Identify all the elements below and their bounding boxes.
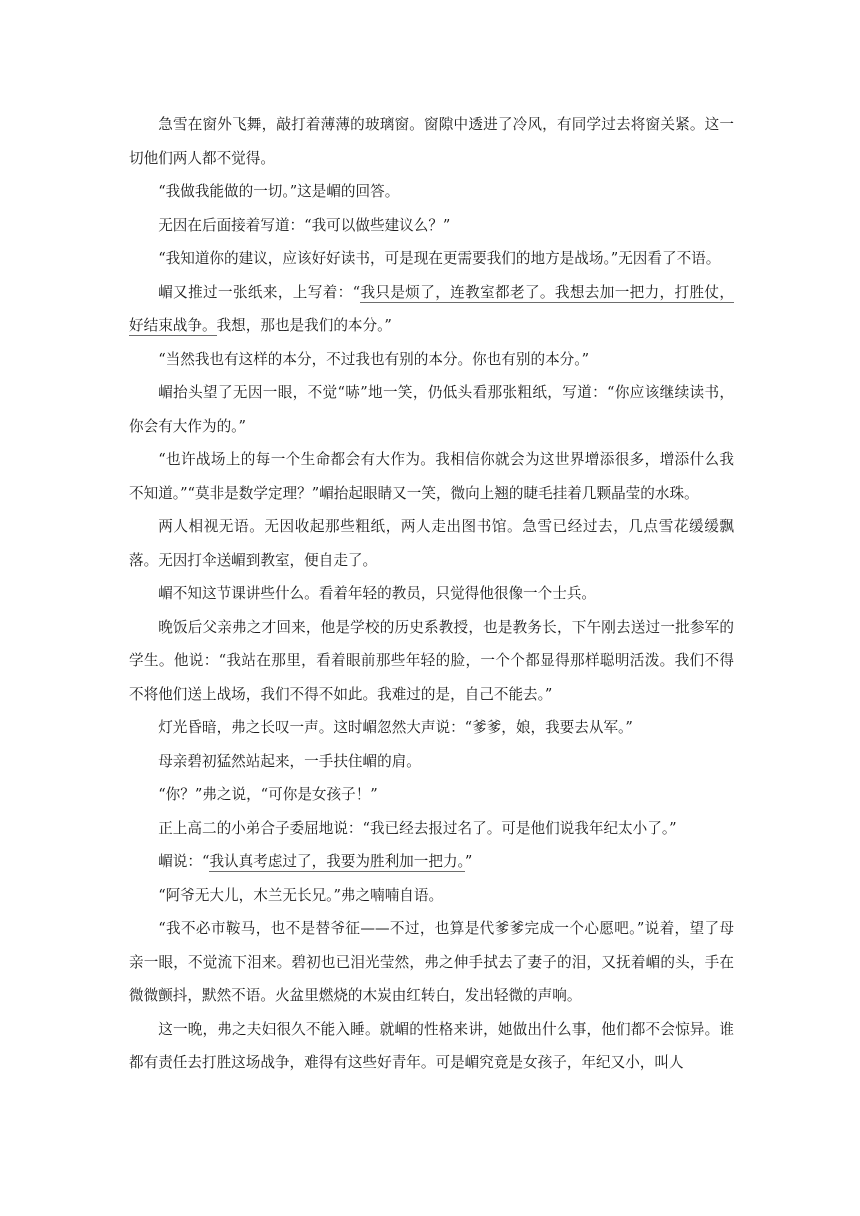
paragraph-4: “我知道你的建议，应该好好读书，可是现在更需要我们的地方是战场。”无因看了不语。: [158, 250, 721, 267]
paragraph-5-lead: 嵋又推过一张纸来，上写着：“: [158, 283, 361, 301]
paragraph-9: 两人相视无语。无因收起那些粗纸，两人走出图书馆。急雪已经过去，几点雪花缓缓飘落。无因打伞送嵋到教室，便自走了。: [129, 518, 734, 569]
paragraph-10: 嵋不知这节课讲些什么。看着年轻的教员，只觉得他很像一个士兵。: [158, 585, 597, 602]
paragraph-5: [129, 276, 734, 343]
paragraph-3: 无因在后面接着写道：“我可以做些建议么？”: [158, 216, 451, 234]
underlined-passage-1: 我只是烦了，连教室都老了。我想去加一把力，打胜仗，好结束战争。: [129, 283, 734, 334]
paragraph-1: 急雪在窗外飞舞，敲打着薄薄的玻璃窗。窗隙中透进了冷风，有同学过去将窗关紧。这一切他们两人都不觉得。: [129, 116, 734, 167]
paragraph-14: “你？”弗之说，“可你是女孩子！”: [158, 786, 378, 803]
paragraph-6: “当然我也有这样的本分，不过我也有别的本分。你也有别的本分。”: [158, 350, 590, 368]
paragraph-8: “也许战场上的每一个生命都会有大作为。我相信你就会为这世界增添很多，增添什么我不知道。”“莫非是数学定理？”嵋抬起眼睛又一笑，微向上翘的睫毛挂着几颗晶莹的水珠。: [129, 451, 734, 502]
paragraph-18: “我不必市鞍马，也不是替爷征——不过，也算是代爹爹完成一个心愿吧。”说着，望了母亲一眼，不觉流下泪来。碧初也已泪光莹然，弗之伸手拭去了妻子的泪，又抚着嵋的头，手在微微颤抖，默然不语。火盆里燃烧的木炭由红转白，发出轻微的声响。: [129, 920, 734, 1004]
underlined-passage-2: 我认真考虑过了，我要为胜利加一把力。: [209, 853, 465, 870]
paragraph-12: 灯光昏暗，弗之长叹一声。这时嵋忽然大声说：“爹爹，娘，我要去从军。”: [158, 719, 633, 736]
paragraph-16-lead: 嵋说：“: [158, 853, 210, 870]
paragraph-16: [129, 845, 734, 879]
paragraph-11: 晚饭后父亲弗之才回来，他是学校的历史系教授，也是教务长，下午刚去送过一批参军的学生。他说：“我站在那里，看着眼前那些年轻的脸，一个个都显得那样聪明活泼。我们不得不将他们送上战场，我们不得不如此。我难过的是，自己不能去。”: [129, 618, 734, 703]
paragraph-15: 正上高二的小弟合子委屈地说：“我已经去报过名了。可是他们说我年纪太小了。”: [158, 819, 677, 837]
paragraph-2: “我做我能做的一切。”这是嵋的回答。: [158, 183, 400, 200]
paragraph-5-tail: 我想，那也是我们的本分。”: [216, 317, 392, 334]
paragraph-17: “阿爷无大儿，木兰无长兄。”弗之喃喃自语。: [158, 886, 444, 904]
paragraph-13: 母亲碧初猛然站起来，一手扶住嵋的肩。: [158, 752, 421, 770]
paragraph-19: 这一晚，弗之夫妇很久不能入睡。就嵋的性格来讲，她做出什么事，他们都不会惊异。谁都有责任去打胜这场战争，难得有这些好青年。可是嵋究竟是女孩子，年纪又小，叫人: [129, 1020, 734, 1071]
paragraph-16-tail: ”: [464, 853, 473, 870]
body-text: [129, 108, 734, 1080]
paragraph-7: 嵋抬头望了无因一眼，不觉“哧”地一笑，仍低头看那张粗纸，写道：“你应该继续读书，你会有大作为的。”: [129, 384, 734, 435]
